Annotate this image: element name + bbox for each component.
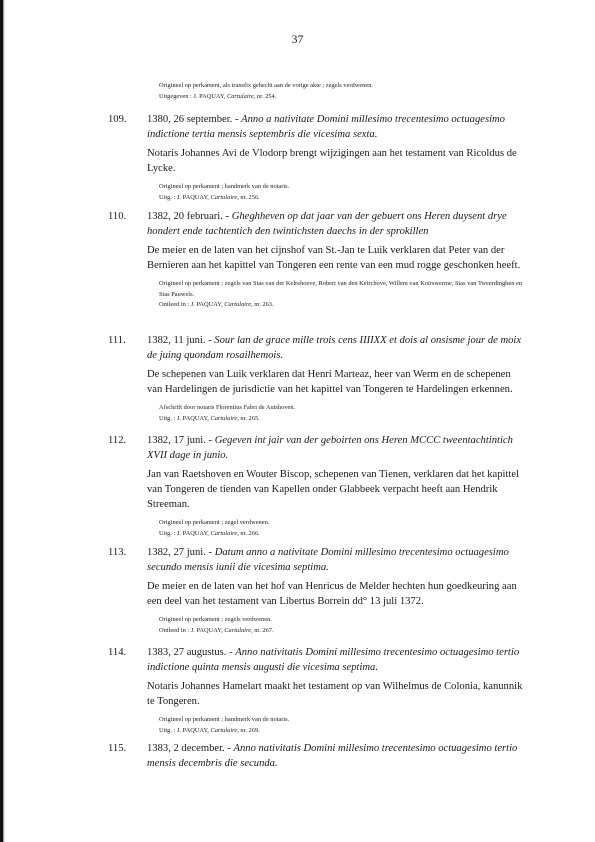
regest-entry-112 <box>0 433 595 539</box>
entry-number: 113. <box>108 547 127 558</box>
note-edition: Ontleed in : J. PAQUAY, Cartulaire, nr. 263. <box>159 301 274 308</box>
regest-entry-115 <box>0 741 595 771</box>
note-origin: Origineel op perkament ; handmerk van de notaris. <box>159 183 290 190</box>
note-origin: Origineel op perkament ; zegels van Stas van der Kelrehoeve, Robert van den Keirchove, Willem van Koirswerme, Stas van Tweerdinghen en Stas Pauwels. <box>159 280 523 298</box>
entry-latin-dating: Anno nativitatis Domini millesimo trecentesimo octuagesimo tertio indictione quinta mensis augusti die vicesima septima. <box>147 647 520 673</box>
entry-heading: 109. 1380, 26 september. - Anno a nativitate Domini millesimo trecentesimo octuagesimo indictione tertia mensis septembris die vicesima sexta. <box>108 114 505 140</box>
entry-date: 1383, 2 december. <box>147 743 225 754</box>
entry-heading: 110. 1382, 20 februari. - Gheghheven op dat jaar van der gebuert ons Heren duysent drye hondert ende tachtentich den twintichsten daechs in der sprokillen <box>108 211 507 237</box>
entry-heading: 114. 1383, 27 augustus. - Anno nativitatis Domini millesimo trecentesimo octuagesimo tertio indictione quinta mensis augusti die vicesima septima. <box>108 647 520 673</box>
entry-heading: 115. 1383, 2 december. - Anno nativitatis Domini millesimo trecentesimo octuagesimo tertio mensis decembris die secunda. <box>108 743 518 769</box>
entry-latin-dating: Anno nativitatis Domini millesimo trecentesimo octuagesimo tertio mensis decembris die secunda. <box>147 743 518 769</box>
entry-number: 112. <box>108 435 127 446</box>
entry-notes <box>159 715 529 736</box>
note-edition: Uitg. : J. PAQUAY, Cartulaire, nr. 265. <box>159 414 260 422</box>
entry-date: 1382, 11 juni. <box>147 335 206 346</box>
entry-notes <box>159 518 529 539</box>
regest-entry-114 <box>0 645 595 736</box>
entry-number: 115. <box>108 743 127 754</box>
entry-summary: De schepenen van Luik verklaren dat Henri Marteaz, heer van Werm en de schepenen van Hardelingen de jurisdictie van het kapittel van Tongeren te Hardelingen erkennen. <box>147 369 513 395</box>
entry-number: 109. <box>108 114 127 125</box>
entry-summary: Notaris Johannes Avi de Vlodorp brengt wijzigingen aan het testament van Ricoldus de Lycke. <box>147 148 517 174</box>
entry-summary: Jan van Raetshoven en Wouter Biscop, schepenen van Tienen, verklaren dat het kapittel van Tongeren de tienden van Kapellen onder Glabbeek verpacht heeft aan Hendrik Streeman. <box>147 469 519 510</box>
entry-latin-dating: Anno a nativitate Domini millesimo trecentesimo octuagesimo indictione tertia mensis septembris die vicesima sexta. <box>147 114 505 140</box>
entry-summary: Notaris Johannes Hamelart maakt het testament op van Wilhelmus de Colonia, kanunnik te Tongeren. <box>147 681 523 707</box>
entry-date: 1382, 20 februari. <box>147 211 223 222</box>
entry-latin-dating: Gegeven int jair van der geboirten ons Heren MCCC tweentachtintich XVII dage in junio. <box>147 435 513 461</box>
entry-summary: De meier en de laten van het cijnshof van St.-Jan te Luik verklaren dat Peter van der Bernieren aan het kapittel van Tongeren een rente van een mud rogge geschonken heeft. <box>147 245 521 271</box>
entry-heading: 113. 1382, 27 juni. - Datum anno a nativitate Domini millesimo trecentesimo octuagesimo secundo mensis iunii die vicesima septima. <box>108 547 509 573</box>
note-edition: Ontleed in : J. PAQUAY, Cartulaire, nr. 267. <box>159 626 274 634</box>
entry-latin-dating: Gheghheven op dat jaar van der gebuert ons Heren duysent drye hondert ende tachtentich den twintichsten daechs in der sprokillen <box>147 211 507 237</box>
entry-number: 110. <box>108 211 127 222</box>
regest-entry-111 <box>0 333 595 424</box>
entry-notes <box>159 182 529 203</box>
entry-date: 1382, 17 juni. <box>147 435 206 446</box>
entry-date: 1382, 27 juni. <box>147 547 206 558</box>
entry-heading: 111. 1382, 11 juni. - Sour lan de grace mille trois cens IIIIXX et dois al onsisme jour de moix de juing quondam rosailhemois. <box>108 335 522 361</box>
page-number: 37 <box>291 32 304 46</box>
entry-number: 111. <box>108 335 126 346</box>
note-edition: Uitg. : J. PAQUAY, Cartulaire, nr. 269. <box>159 726 260 734</box>
entry-number: 114. <box>108 647 127 658</box>
entry-notes <box>159 403 529 424</box>
note-origin: Afschrift door notaris Florentius Fabri de Autshoven. <box>159 404 296 411</box>
entry-notes <box>159 615 529 636</box>
regest-entry-110 <box>0 209 595 311</box>
note-edition: Uitg. : J. PAQUAY, Cartulaire, nr. 266. <box>159 529 260 537</box>
entry-latin-dating: Sour lan de grace mille trois cens IIIIXX et dois al onsisme jour de moix de juing quondam rosailhemois. <box>147 335 522 361</box>
regest-entry-109 <box>0 112 595 203</box>
regest-entry-113 <box>0 545 595 636</box>
intro-note-origin: Origineel op perkament, als transfix gehecht aan de vorige akte ; zegels verdwenen. <box>159 82 373 89</box>
entry-latin-dating: Datum anno a nativitate Domini millesimo trecentesimo octuagesimo secundo mensis iunii die vicesima septima. <box>147 547 509 573</box>
intro-note-edition: Uitgegeven : J. PAQUAY, Cartulaire, nr. 254. <box>159 92 277 100</box>
entry-summary: De meier en de laten van het hof van Henricus de Melder hechten hun goedkeuring aan een deel van het testament van Libertus Borrein dd° 13 juli 1372. <box>147 581 517 607</box>
entry-date: 1383, 27 augustus. <box>147 647 227 658</box>
note-origin: Origineel op perkament ; handmerk van de notaris. <box>159 716 290 723</box>
entry-notes <box>159 279 529 311</box>
entry-date: 1380, 26 september. <box>147 114 233 125</box>
note-origin: Origineel op perkament ; zegels verdwenen. <box>159 616 272 623</box>
entry-heading: 112. 1382, 17 juni. - Gegeven int jair van der geboirten ons Heren MCCC tweentachtintich XVII dage in junio. <box>108 435 513 461</box>
note-origin: Origineel op perkament ; zegel verdwenen. <box>159 519 270 526</box>
note-edition: Uitg. : J. PAQUAY, Cartulaire, nr. 256. <box>159 193 260 201</box>
intro-notes <box>0 81 595 102</box>
